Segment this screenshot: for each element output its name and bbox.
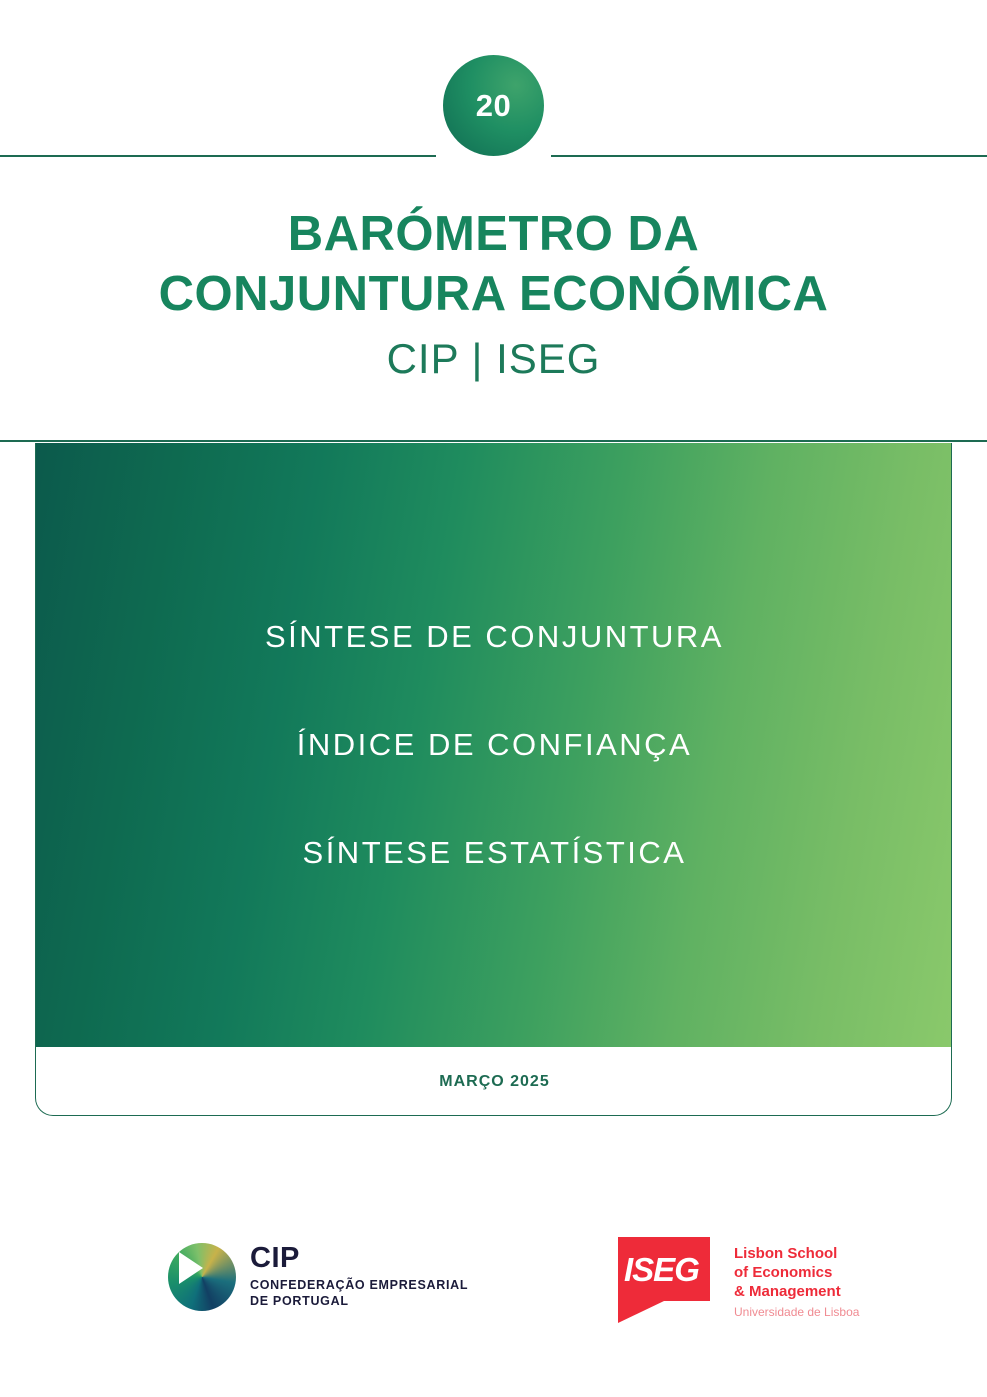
iseg-badge-icon xyxy=(610,1237,718,1323)
cover-header xyxy=(0,0,987,160)
title-line-1: BARÓMETRO DA xyxy=(287,207,700,261)
cip-globe-icon xyxy=(168,1243,236,1311)
iseg-line-2: of Economics xyxy=(734,1263,833,1281)
iseg-logo xyxy=(610,1237,859,1323)
cip-name: CIP xyxy=(250,1242,300,1275)
contents-list xyxy=(36,443,952,1047)
cip-tagline-line-1: CONFEDERAÇÃO EMPRESARIAL xyxy=(250,1278,469,1293)
cip-tagline-line-2: DE PORTUGAL xyxy=(250,1294,349,1308)
iseg-line-3: & Management xyxy=(734,1282,841,1300)
issue-number-badge: 20 xyxy=(443,55,544,156)
title-line-2: CONJUNTURA ECONÓMICA xyxy=(158,266,829,321)
page-title xyxy=(0,205,987,383)
iseg-university: Universidade de Lisboa xyxy=(734,1305,860,1320)
title-divider xyxy=(0,440,987,442)
list-item: SÍNTESE DE CONJUNTURA xyxy=(265,619,724,654)
iseg-line-1: Lisbon School xyxy=(734,1245,838,1262)
list-item: SÍNTESE ESTATÍSTICA xyxy=(302,835,687,870)
contents-panel xyxy=(35,443,952,1116)
iseg-badge-point xyxy=(618,1301,710,1323)
iseg-wordmark: ISEG xyxy=(624,1251,699,1288)
publication-date: MARÇO 2025 xyxy=(439,1072,550,1090)
cip-wordmark xyxy=(250,1244,468,1309)
footer-logos xyxy=(0,1215,987,1345)
iseg-school-name xyxy=(734,1237,859,1321)
cip-tagline xyxy=(250,1278,468,1309)
list-item: ÍNDICE DE CONFIANÇA xyxy=(296,727,693,762)
cip-logo xyxy=(168,1243,468,1311)
title-subtitle: CIP | ISEG xyxy=(386,334,601,382)
